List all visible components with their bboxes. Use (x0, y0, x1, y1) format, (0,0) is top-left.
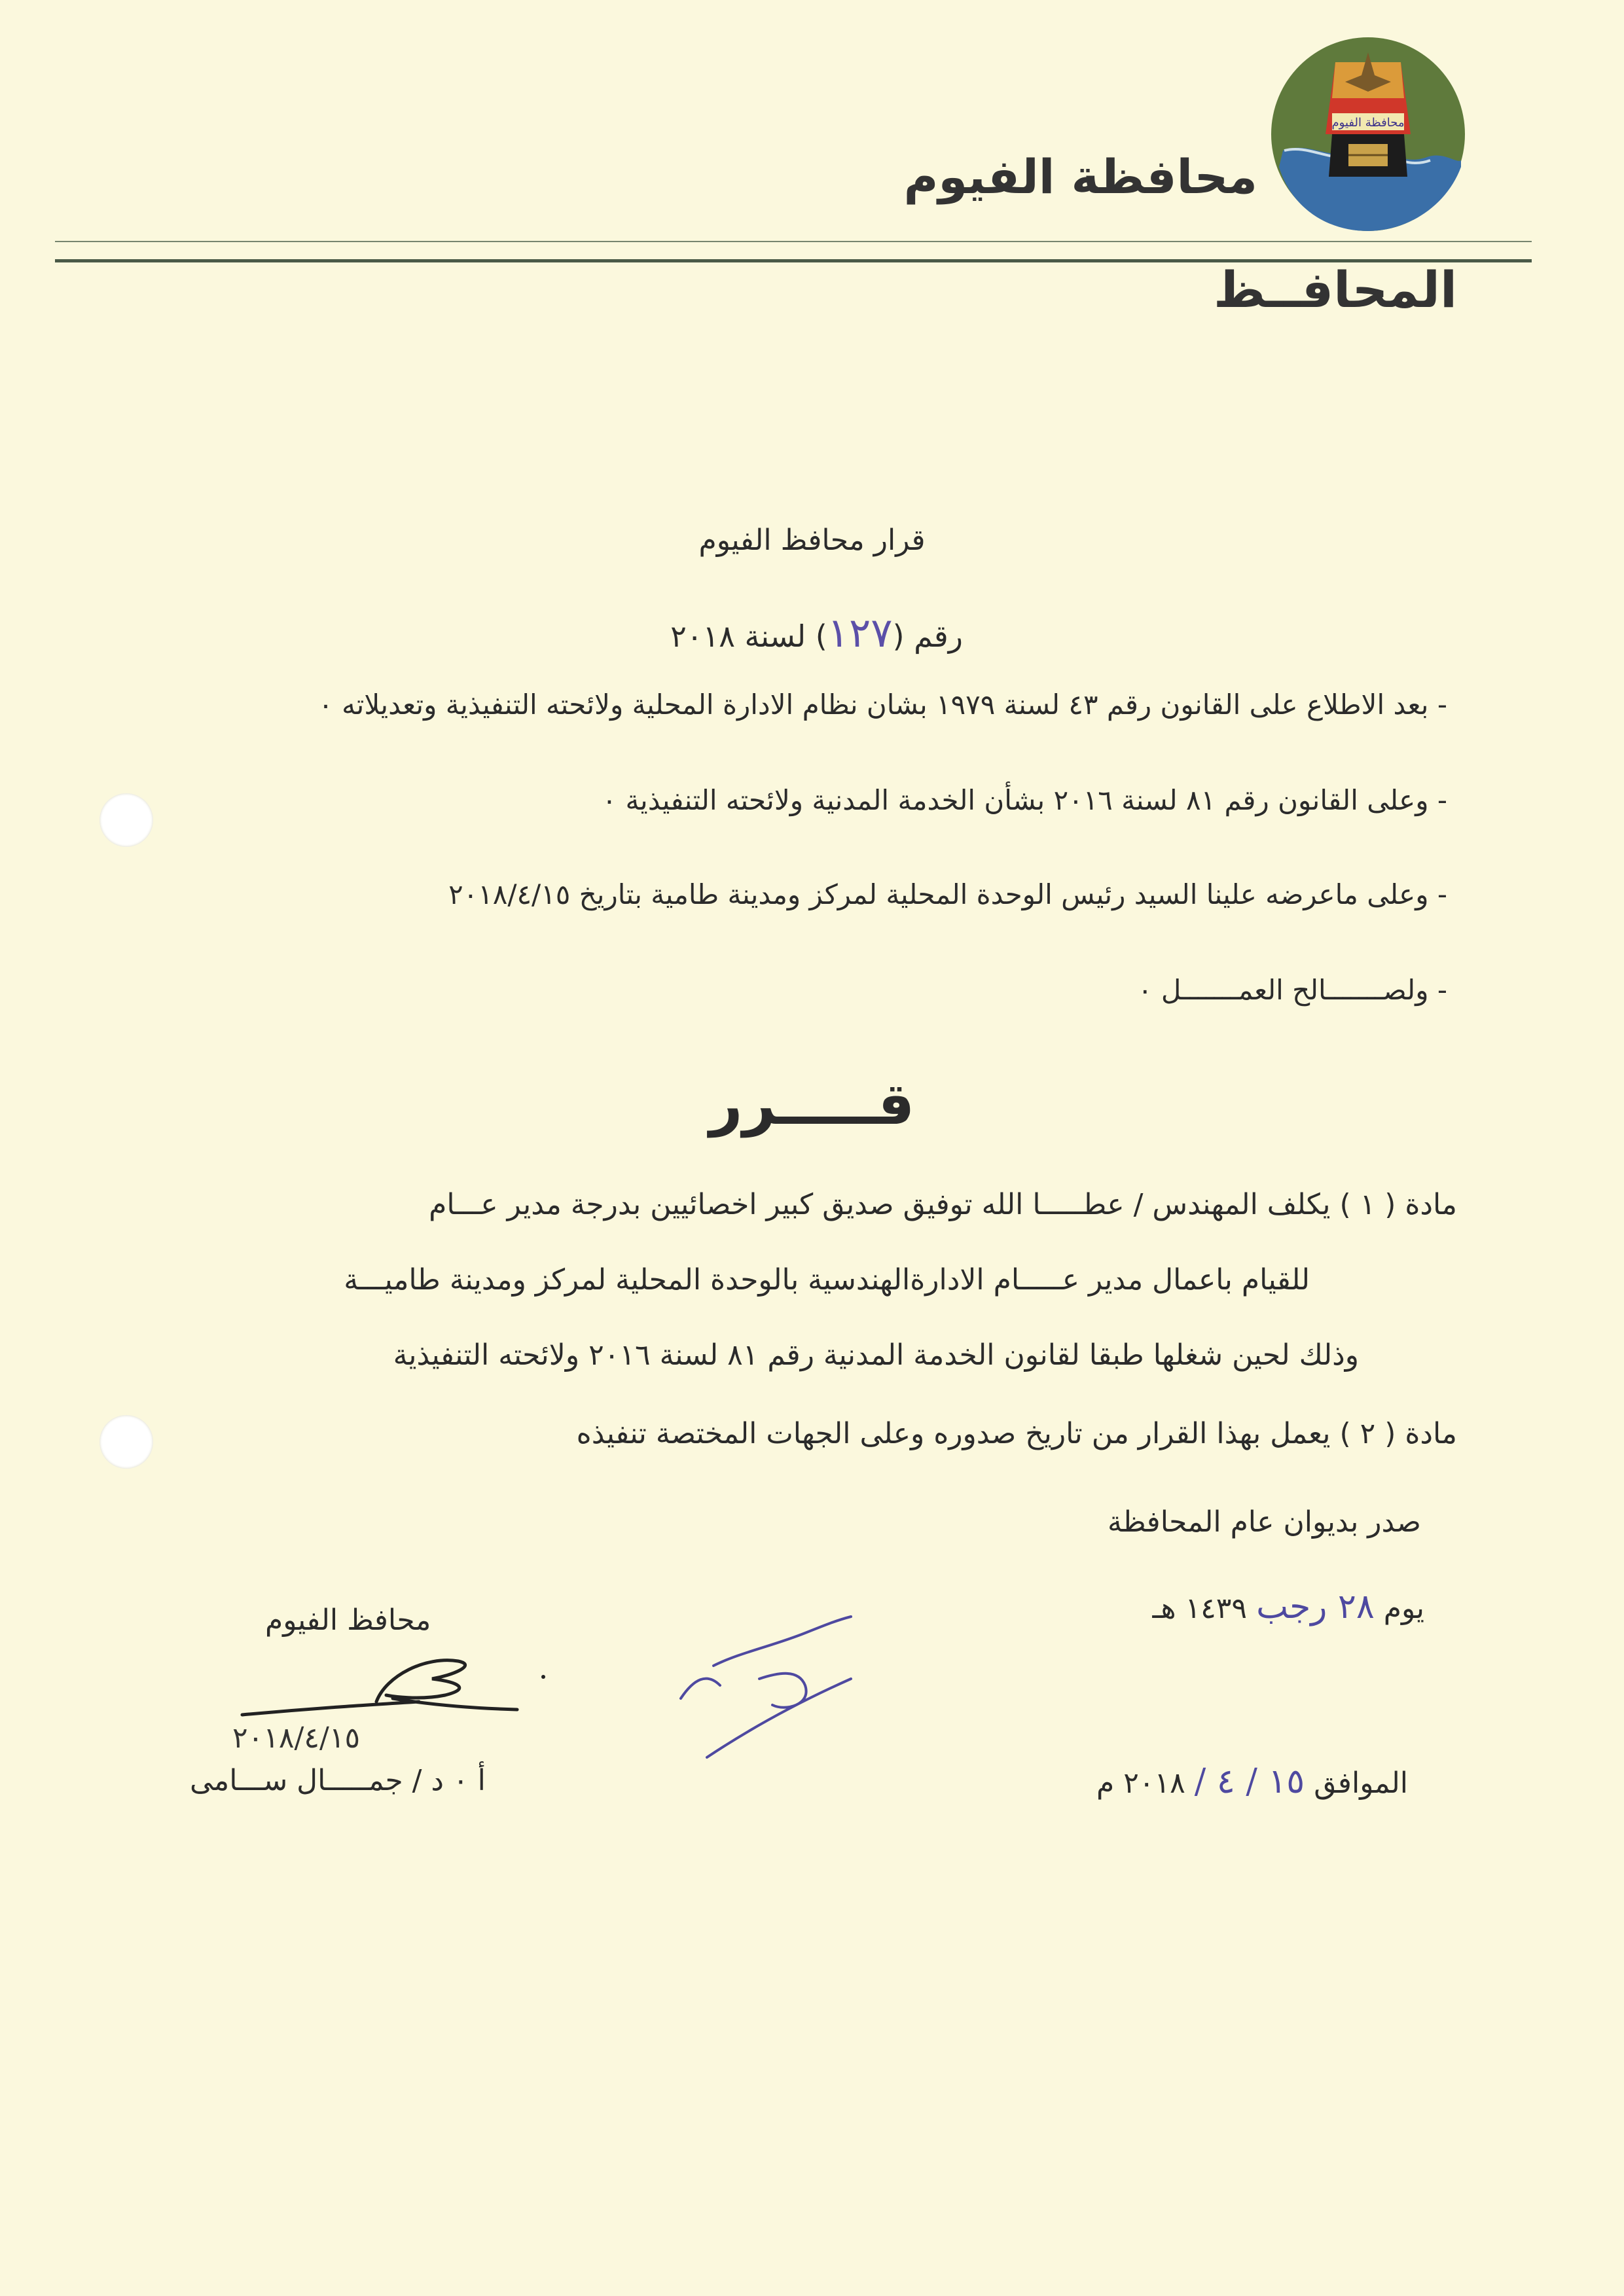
governor-title: محافظ الفيوم (265, 1604, 431, 1637)
signature-date: ٢٠١٨/٤/١٥ (232, 1721, 361, 1755)
clause-3: - وعلى ماعرضه علينا السيد رئيس الوحدة المحلية لمركز ومدينة طامية بتاريخ ٢٠١٨/٤/١٥ (448, 878, 1447, 910)
annotation-signature (668, 1607, 877, 1770)
gregorian-date (1096, 1762, 1408, 1801)
hijri-year: ١٤٣٩ هـ (1152, 1592, 1248, 1625)
decree-number-handwritten: ١٢٧ (827, 609, 893, 656)
clause-4: - ولصـــــــالح العمـــــــل ٠ (1137, 974, 1447, 1006)
hijri-prefix: يوم (1383, 1592, 1424, 1625)
signature-icon (236, 1649, 550, 1728)
governorate-emblem (1270, 36, 1466, 232)
punch-hole-bottom (99, 1415, 153, 1469)
emblem-text: محافظة الفيوم (1331, 116, 1405, 130)
article-1-line-2: للقيام باعمال مدير عـــــام الادارةالهندسية بالوحدة المحلية لمركز ومدينة طاميـــة (344, 1263, 1310, 1297)
office-title: المحافــظ (1214, 260, 1457, 319)
article-2: مادة ( ٢ ) يعمل بهذا القرار من تاريخ صدوره وعلى الجهات المختصة تنفيذه (576, 1417, 1457, 1450)
clause-2: - وعلى القانون رقم ٨١ لسنة ٢٠١٦ بشأن الخدمة المدنية ولائحته التنفيذية ٠ (602, 784, 1447, 816)
decree-number-prefix: رقم ( (892, 619, 963, 654)
governor-name: أ ٠ د / جمـــــال ســـامى (190, 1764, 486, 1797)
header-rule-thin (55, 241, 1532, 242)
annotation-signature-icon (668, 1607, 877, 1770)
punch-hole-top (99, 793, 153, 847)
article-1-line-3: وذلك لحين شغلها طبقا لقانون الخدمة المدنية رقم ٨١ لسنة ٢٠١٦ ولائحته التنفيذية (393, 1338, 1359, 1372)
greg-handwritten: ١٥ / ٤ / (1194, 1762, 1305, 1801)
greg-prefix: الموافق (1314, 1767, 1408, 1800)
hijri-handwritten: ٢٨ رجب (1256, 1587, 1375, 1626)
issued-at: صدر بديوان عام المحافظة (1107, 1505, 1421, 1539)
governor-signature (236, 1649, 550, 1728)
hijri-date (1152, 1587, 1424, 1626)
decision-heading: قـــــرر (709, 1070, 915, 1138)
decree-number (670, 609, 963, 656)
article-1-line-1: مادة ( ١ ) يكلف المهندس / عطـــــا الله توفيق صديق كبير اخصائيين بدرجة مدير عـــام (429, 1188, 1457, 1221)
greg-year: ٢٠١٨ م (1096, 1767, 1185, 1800)
decree-title: قرار محافظ الفيوم (698, 524, 926, 557)
decree-number-suffix: ) لسنة ٢٠١٨ (670, 619, 827, 654)
governorate-name: محافظة الفيوم (903, 149, 1257, 204)
emblem-icon (1270, 36, 1466, 232)
clause-1: - بعد الاطلاع على القانون رقم ٤٣ لسنة ١٩٧٩ بشان نظام الادارة المحلية ولائحته التنفيذية وتعديلاته ٠ (318, 689, 1447, 721)
